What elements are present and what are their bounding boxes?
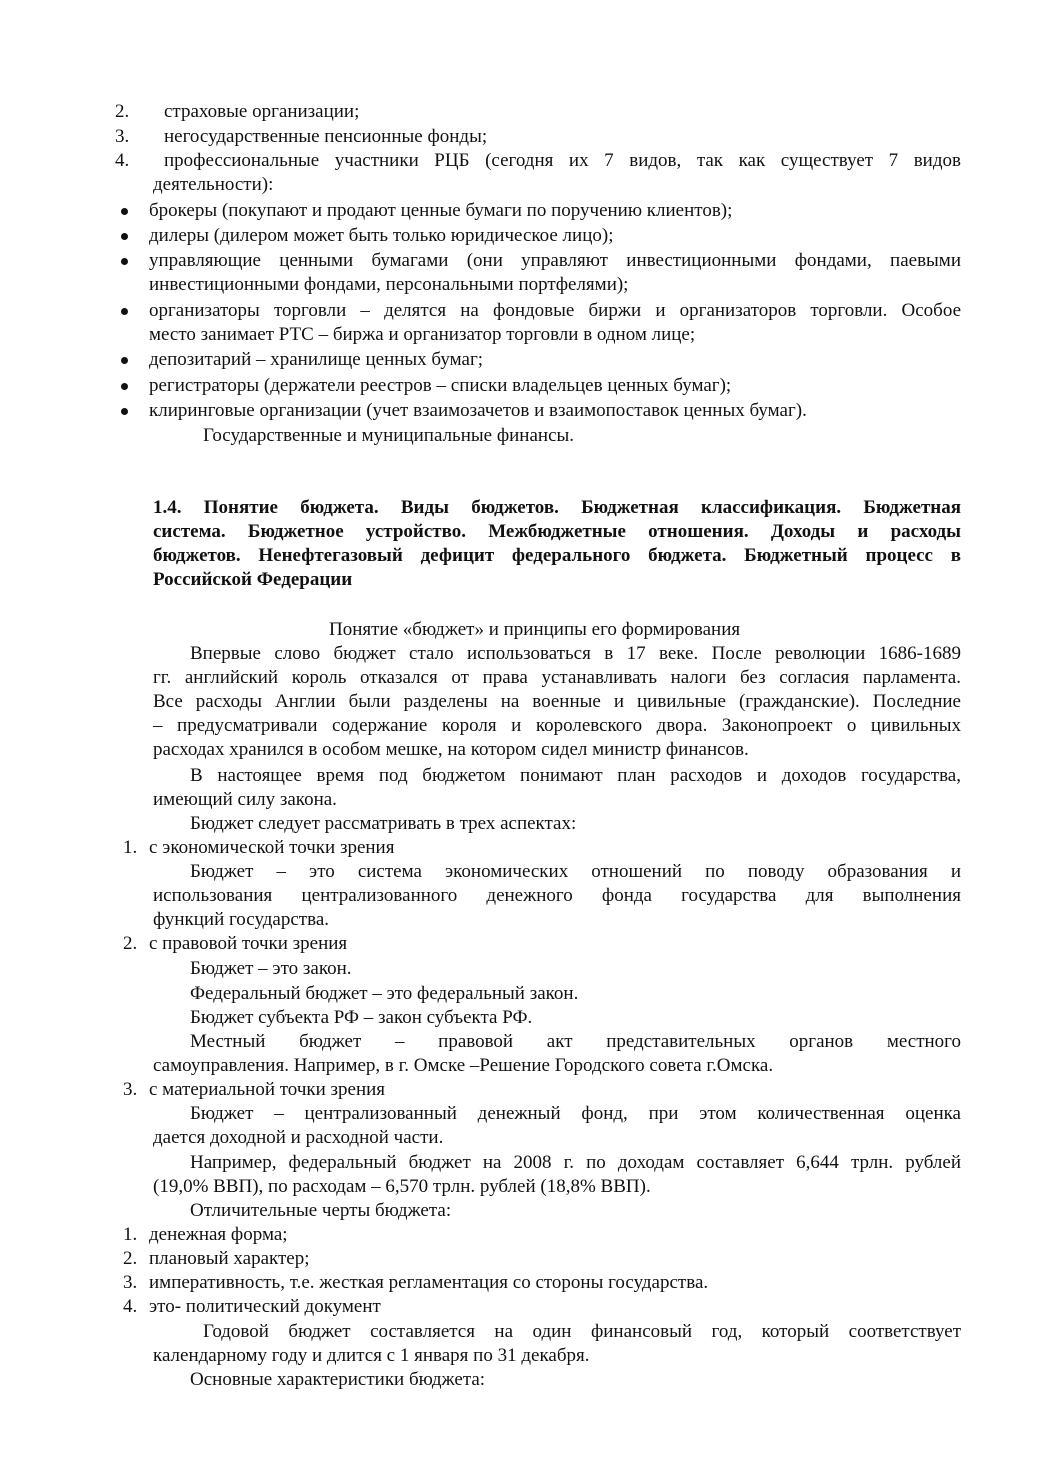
heading-line: бюджетов. Ненефтегазовый дефицит федерального бюджета. Бюджетный процесс в: [153, 545, 961, 566]
bullet-item: брокеры (покупают и продают ценные бумаги по поручению клиентов);: [149, 200, 733, 221]
list-item: императивность, т.е. жесткая регламентация со стороны государства.: [149, 1272, 709, 1293]
paragraph-line: функций государства.: [153, 909, 330, 930]
list-item: негосударственные пенсионные фонды;: [164, 126, 488, 147]
bullet-item: клиринговые организации (учет взаимозачетов и взаимопоставок ценных бумаг).: [149, 400, 807, 421]
bullet-icon: [121, 249, 128, 265]
paragraph-line: Например, федеральный бюджет на 2008 г. по доходам составляет 6,644 трлн. рублей: [190, 1152, 961, 1173]
paragraph-line: – предусматривали содержание короля и королевского двора. Законопроект о цивильных: [153, 715, 961, 736]
list-item: денежная форма;: [149, 1224, 288, 1245]
paragraph-line: дается доходной и расходной части.: [153, 1127, 444, 1148]
list-number: 4.: [123, 1296, 138, 1317]
paragraph-line: Все расходы Англии были разделены на военные и цивильные (гражданские). Последние: [153, 691, 961, 712]
list-item: плановый характер;: [149, 1248, 310, 1269]
list-number: 2.: [123, 1248, 138, 1269]
list-item: это- политический документ: [149, 1296, 381, 1317]
paragraph-line: (19,0% ВВП), по расходам – 6,570 трлн. рублей (18,8% ВВП).: [153, 1176, 651, 1197]
aspect-title: с материальной точки зрения: [149, 1079, 386, 1100]
paragraph-line: Бюджет – централизованный денежный фонд, при этом количественная оценка: [190, 1103, 961, 1124]
paragraph-line: Годовой бюджет составляется на один финансовый год, который соответствует: [203, 1321, 961, 1342]
list-number: 4.: [115, 150, 130, 171]
bullet-icon: [121, 224, 128, 240]
paragraph-line: Бюджет – это система экономических отношений по поводу образования и: [190, 861, 961, 882]
bullet-item: регистраторы (держатели реестров – списки владельцев ценных бумаг);: [149, 375, 732, 396]
list-number: 3.: [123, 1272, 138, 1293]
bullet-icon: [121, 374, 128, 390]
list-number: 3.: [123, 1079, 138, 1100]
paragraph-line: Местный бюджет – правовой акт представительных органов местного: [190, 1031, 961, 1052]
paragraph-line: календарному году и длится с 1 января по 31 декабря.: [153, 1345, 590, 1366]
heading-line: система. Бюджетное устройство. Межбюджетные отношения. Доходы и расходы: [153, 521, 961, 542]
section-heading: [153, 496, 961, 592]
list-number: 2.: [123, 933, 138, 954]
list-item-continuation: деятельности):: [153, 174, 274, 195]
bullet-item: дилеры (дилером может быть только юридическое лицо);: [149, 225, 614, 246]
paragraph-line: самоуправления. Например, в г. Омске –Решение Городского совета г.Омска.: [153, 1055, 774, 1076]
bullet-item-continuation: место занимает РТС – биржа и организатор торговли в одном лице;: [149, 324, 696, 345]
bullet-item-continuation: инвестиционными фондами, персональными портфелями);: [149, 274, 629, 295]
heading-line: Российской Федерации: [153, 569, 353, 590]
bullet-item: депозитарий – хранилище ценных бумаг;: [149, 349, 484, 370]
list-number: 3.: [115, 126, 130, 147]
list-number: 2.: [115, 101, 130, 122]
paragraph-line: Бюджет – это закон.: [190, 958, 352, 979]
paragraph-line: гг. английский король отказался от права устанавливать налоги без согласия парламента.: [153, 667, 961, 688]
list-item: страховые организации;: [164, 101, 360, 122]
bullet-item: управляющие ценными бумагами (они управляют инвестиционными фондами, паевыми: [149, 250, 961, 271]
bullet-icon: [121, 399, 128, 415]
paragraph-line: Бюджет субъекта РФ – закон субъекта РФ.: [190, 1007, 533, 1028]
bullet-item: организаторы торговли – делятся на фондовые биржи и организаторов торговли. Особое: [149, 300, 961, 321]
heading-line: 1.4. Понятие бюджета. Виды бюджетов. Бюджетная классификация. Бюджетная: [153, 497, 961, 518]
bullet-icon: [121, 199, 128, 215]
paragraph-line: Бюджет следует рассматривать в трех аспектах:: [190, 813, 577, 834]
bullet-icon: [121, 348, 128, 364]
paragraph-line: Впервые слово бюджет стало использоваться в 17 веке. После революции 1686-1689: [190, 643, 961, 664]
paragraph-line: расходах хранился в особом мешке, на котором сидел министр финансов.: [153, 739, 749, 760]
paragraph-line: Основные характеристики бюджета:: [190, 1369, 486, 1390]
subheading: Понятие «бюджет» и принципы его формирования: [329, 619, 741, 640]
section-label: Государственные и муниципальные финансы.: [203, 425, 575, 446]
bullet-icon: [121, 299, 128, 315]
aspect-title: с правовой точки зрения: [149, 933, 348, 954]
paragraph-line: Отличительные черты бюджета:: [190, 1200, 452, 1221]
list-number: 1.: [123, 1224, 138, 1245]
aspect-title: с экономической точки зрения: [149, 837, 395, 858]
paragraph-line: использования централизованного денежного фонда государства для выполнения: [153, 885, 961, 906]
paragraph-line: имеющий силу закона.: [153, 789, 337, 810]
paragraph-line: В настоящее время под бюджетом понимают план расходов и доходов государства,: [190, 765, 961, 786]
list-item: профессиональные участники РЦБ (сегодня их 7 видов, так как существует 7 видов: [164, 150, 961, 171]
paragraph-line: Федеральный бюджет – это федеральный закон.: [190, 983, 579, 1004]
list-number: 1.: [123, 837, 138, 858]
